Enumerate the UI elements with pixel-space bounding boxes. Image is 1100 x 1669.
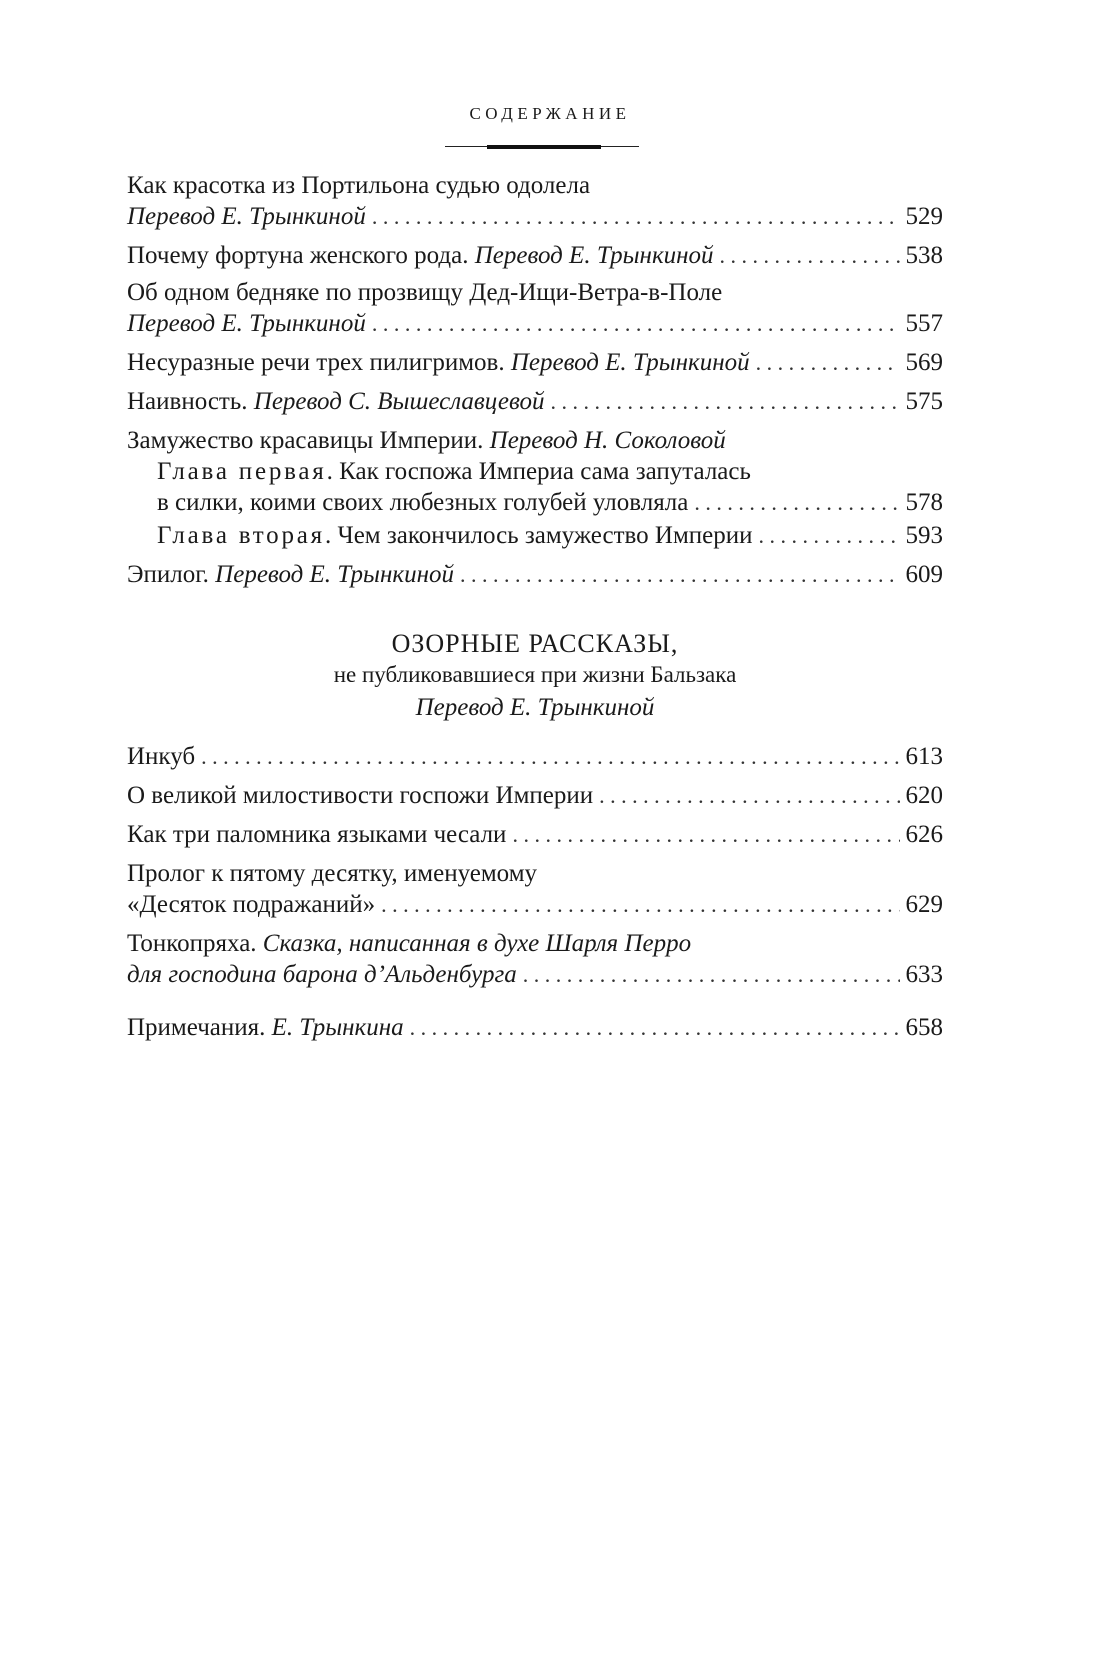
toc-entry-translator: Перевод С. Вышеславцевой [253, 388, 545, 415]
toc-entry-title: Об одном бедняке по прозвищу Дед-Ищи-Ветра-в-Поле [127, 279, 723, 306]
toc-entry-title: Наивность. [127, 388, 254, 415]
toc-entry-author: Е. Трынкина [271, 1014, 404, 1041]
toc-entry[interactable] [127, 240, 943, 271]
toc-page-number: 613 [905, 743, 943, 770]
toc-entry-title: Эпилог. [127, 561, 216, 588]
toc-entry-translator: Перевод Е. Трынкиной [510, 349, 750, 376]
toc-subentry[interactable] [127, 520, 943, 551]
chapter-title: . Как госпожа Империа сама запуталась [326, 458, 751, 485]
dot-leader [759, 520, 900, 551]
toc-entry-title: Примечания. [127, 1014, 272, 1041]
toc-page-number: 609 [905, 561, 943, 588]
toc-entry[interactable] [127, 425, 943, 551]
toc-entry-title: Пролог к пятому десятку, именуемому [127, 860, 538, 887]
toc-entry-translator: Перевод Н. Соколовой [489, 427, 726, 454]
section-title: ОЗОРНЫЕ РАССКАЗЫ, [391, 629, 679, 658]
toc-page-number: 620 [905, 782, 943, 809]
dot-leader [381, 889, 899, 920]
dot-leader [201, 741, 899, 772]
dot-leader [410, 1012, 900, 1043]
chapter-title-cont: в силки, коими своих любезных голубей уловляла [157, 489, 689, 516]
toc-entry-subtitle-cont: для господина барона д’Альденбурга [127, 961, 517, 988]
toc-entry-title: Инкуб [127, 743, 196, 770]
dot-leader [460, 559, 900, 590]
toc-entry-title-cont: «Десяток подражаний» [127, 891, 376, 918]
chapter-title: . Чем закончилось замужество Империи [324, 522, 753, 549]
toc-page-number: 529 [905, 203, 943, 230]
toc-entry-translator: Перевод Е. Трынкиной [474, 242, 714, 269]
dot-leader [551, 386, 900, 417]
toc-entry[interactable] [127, 780, 943, 811]
toc-entry-title: Замужество красавицы Империи. [127, 427, 490, 454]
toc-entry-translator: Перевод Е. Трынкиной [215, 561, 454, 588]
dot-leader [523, 959, 900, 990]
toc-entry-translator: Перевод Е. Трынкиной [127, 203, 366, 230]
dot-leader [372, 201, 900, 232]
toc-entry-translator: Перевод Е. Трынкиной [127, 310, 366, 337]
toc-subentry[interactable] [127, 456, 943, 518]
toc-page-number: 633 [905, 961, 943, 988]
toc-entry[interactable] [127, 559, 943, 590]
toc-entry-title: Несуразные речи трех пилигримов. [127, 349, 511, 376]
dot-leader [694, 487, 899, 518]
page-title: СОДЕРЖАНИЕ [469, 104, 631, 123]
toc-entry[interactable] [127, 277, 943, 339]
toc-entry[interactable] [127, 928, 943, 990]
toc-entry-title: Почему фортуна женского рода. [127, 242, 475, 269]
dot-leader [756, 347, 900, 378]
toc-entry[interactable] [127, 347, 943, 378]
table-of-contents [127, 170, 943, 1043]
toc-entry[interactable] [127, 858, 943, 920]
toc-entry-title: Тонкопряха. [127, 930, 263, 957]
toc-page-number: 557 [905, 310, 943, 337]
toc-entry[interactable] [127, 170, 943, 232]
dot-leader [599, 780, 899, 811]
toc-entry-title: Как три паломника языками чесали [127, 821, 507, 848]
toc-page-number: 593 [905, 522, 943, 549]
dot-leader [512, 819, 899, 850]
toc-page-number: 626 [905, 821, 943, 848]
dot-leader [372, 308, 900, 339]
toc-page-number: 578 [905, 489, 943, 516]
toc-entry[interactable] [127, 386, 943, 417]
toc-entry-title: Как красотка из Портильона судью одолела [127, 172, 591, 199]
toc-entry[interactable] [127, 1012, 943, 1043]
section-translator: Перевод Е. Трынкиной [415, 694, 655, 721]
header-rule-accent [487, 145, 601, 149]
toc-page-number: 569 [905, 349, 943, 376]
toc-entry-title: О великой милостивости госпожи Империи [127, 782, 594, 809]
toc-entry-subtitle: Сказка, написанная в духе Шарля Перро [262, 930, 692, 957]
toc-page-number: 538 [905, 242, 943, 269]
section-subtitle: не публиковавшиеся при жизни Бальзака [333, 662, 737, 687]
toc-entry[interactable] [127, 819, 943, 850]
toc-entry[interactable] [127, 741, 943, 772]
page-header [0, 104, 1100, 124]
dot-leader [720, 240, 900, 271]
toc-page-number: 629 [905, 891, 943, 918]
chapter-label: Глава вторая [157, 522, 325, 549]
toc-page-number: 575 [905, 388, 943, 415]
chapter-label: Глава первая [157, 458, 327, 485]
toc-page-number: 658 [905, 1014, 943, 1041]
section-heading [127, 628, 943, 723]
